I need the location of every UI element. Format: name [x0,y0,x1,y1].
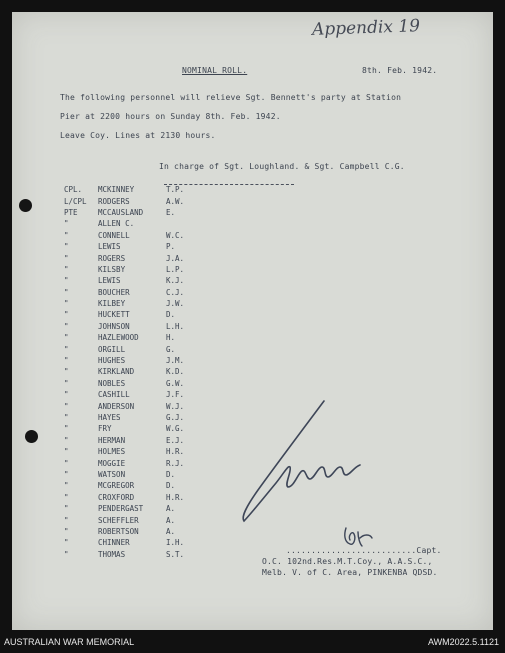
roster-rank: L/CPL [64,196,87,206]
roster-row [64,423,224,434]
roster-surname: FRY [98,424,112,434]
roster-surname: KILBEY [98,299,126,309]
roster-row [64,195,224,206]
roster-rank: " [64,344,69,354]
roster-rank: " [64,447,69,457]
roster-initials: J.F. [166,390,185,400]
roster-rank: " [64,538,69,548]
roster-initials: K.J. [166,276,185,286]
roster-row [64,252,224,263]
roster-rank: PTE [64,207,78,217]
roster-row [64,343,224,354]
roster-row [64,549,224,560]
roster-surname: KIRKLAND [98,367,135,377]
roster-initials: K.D. [166,367,185,377]
roster-rank: " [64,230,69,240]
roster-surname: NOBLES [98,378,126,388]
roster-surname: HUGHES [98,356,126,366]
roster-initials: W.J. [166,401,185,411]
roster-row [64,469,224,480]
roster-surname: WATSON [98,469,126,479]
roster-surname: SCHEFFLER [98,515,139,525]
roster-initials: W.C. [166,230,185,240]
roster-rank: " [64,333,69,343]
roster-rank: " [64,356,69,366]
roster-row [64,526,224,537]
roster-rank: " [64,526,69,536]
roster-rank: " [64,310,69,320]
roster-initials: G. [166,344,176,354]
roster-initials: E. [166,207,176,217]
roster-initials: S.T. [166,549,185,559]
roster-surname: MCGREGOR [98,481,135,491]
signature-unit-line: O.C. 102nd.Res.M.T.Coy., A.A.S.C., [262,557,433,566]
body-line-3: Leave Coy. Lines at 2130 hours. [60,131,216,140]
roster-rank: " [64,321,69,331]
roster-initials: I.H. [166,538,185,548]
roster-rank: " [64,219,69,229]
handwritten-signature [236,395,386,530]
roster-row [64,298,224,309]
roster-initials: G.J. [166,413,185,422]
roster-surname: MCCAUSLAND [98,207,144,217]
body-line-2: Pier at 2200 hours on Sunday 8th. Feb. 1942. [60,112,281,121]
roster-row [64,378,224,389]
roster-initials: D. [166,469,176,479]
roster-row [64,332,224,343]
roster-rank: " [64,401,69,411]
roster-row [64,514,224,525]
roster-initials: G.W. [166,378,185,388]
roster-initials: A. [166,526,176,536]
in-charge-line: In charge of Sgt. Loughland. & Sgt. Campbell C.G. [159,162,405,171]
roster-row [64,389,224,400]
roster-rank: CPL. [64,185,83,195]
roster-row [64,492,224,503]
roster-surname: LEWIS [98,242,121,252]
punch-hole-top [19,199,32,212]
roster-surname: ANDERSON [98,401,135,411]
roster-initials: P. [166,242,176,252]
roster-rank: " [64,413,69,422]
roster-rank: " [64,242,69,252]
roster-row [64,275,224,286]
roster-initials: J.A. [166,253,185,263]
roster-surname: MCKINNEY [98,185,135,195]
roster-initials: H.R. [166,447,185,457]
appendix-annotation: Appendix 19 [311,16,421,40]
roster-row [64,366,224,377]
roster-row [64,321,224,332]
roster-surname: MOGGIE [98,458,126,468]
punch-hole-bottom [25,430,38,443]
roster-row [64,435,224,446]
roster-initials: T.P. [166,185,185,195]
roster-surname: LEWIS [98,276,121,286]
roster-surname: ROBERTSON [98,526,139,536]
roster-surname: THOMAS [98,549,126,559]
roster-row [64,355,224,366]
roster-surname: HAYES [98,413,121,422]
roster-surname: CHINNER [98,538,130,548]
roster-row [64,207,224,218]
roster-surname: HOLMES [98,447,126,457]
signature-area-line: Melb. V. of C. Area, PINKENBA QDSD. [262,568,438,577]
roster-row [64,537,224,548]
roster-surname: HUCKETT [98,310,130,320]
roster-rank: " [64,378,69,388]
roster-surname: KILSBY [98,264,126,274]
roster-rank: " [64,367,69,377]
roster-row [64,264,224,275]
roster-surname: ROGERS [98,253,126,263]
roster-initials: D. [166,310,176,320]
roster-initials: J.W. [166,299,185,309]
roster-surname: RODGERS [98,196,130,206]
roster-row [64,218,224,229]
roster-rank: " [64,390,69,400]
roster-rank: " [64,276,69,286]
roster-surname: JOHNSON [98,321,130,331]
roster-row [64,241,224,252]
roster-row [64,230,224,241]
roster-surname: CASHILL [98,390,130,400]
roster-row [64,503,224,514]
roster-initials: E.J. [166,435,185,445]
roster-rank: " [64,287,69,297]
roster-surname: ORGILL [98,344,126,354]
body-line-1: The following personnel will relieve Sgt. Bennett's party at Station [60,93,402,102]
roster-initials: C.J. [166,287,185,297]
roster-surname: PENDERGAST [98,504,144,514]
footer-accession-number: AWM2022.5.1121 [427,637,499,647]
roster-surname: HAZLEWOOD [98,333,139,343]
roster-surname: CONNELL [98,230,130,240]
roster-rank: " [64,264,69,274]
roster-rank: " [64,481,69,491]
roster-rank: " [64,435,69,445]
roster-initials: A. [166,504,176,514]
roster-surname: ALLEN C. [98,219,135,229]
roster-initials: L.H. [166,321,185,331]
document-date: 8th. Feb. 1942. [362,66,438,75]
roster-initials: W.G. [166,424,185,434]
roster-row [64,287,224,298]
archive-footer [0,630,505,653]
roster-row [64,184,224,195]
roster-initials: A.W. [166,196,185,206]
roster-initials: R.J. [166,458,185,468]
roster-rank: " [64,492,69,502]
roster-rank: " [64,424,69,434]
roster-row [64,412,224,423]
roster-rank: " [64,515,69,525]
roster-rank: " [64,458,69,468]
roster-rank: " [64,299,69,309]
roster-initials: J.M. [166,356,185,366]
roster-row [64,400,224,411]
roster-row [64,480,224,491]
roster-row [64,309,224,320]
roster-surname: CROXFORD [98,492,135,502]
signature-dots-line: ..........................Capt. [286,546,442,555]
document-title: NOMINAL ROLL. [182,66,248,75]
roster-initials: D. [166,481,176,491]
roster-rank: " [64,469,69,479]
roster-row [64,446,224,457]
roster-initials: H.R. [166,492,185,502]
roster-initials: A. [166,515,176,525]
footer-archive-name: AUSTRALIAN WAR MEMORIAL [4,637,135,647]
roster-surname: BOUCHER [98,287,130,297]
roster-initials: L.P. [166,264,185,274]
roster-surname: HERMAN [98,435,126,445]
roster-rank: " [64,549,69,559]
roster-row [64,457,224,468]
roster-rank: " [64,253,69,263]
nominal-roll-list [64,184,224,560]
roster-rank: " [64,504,69,514]
roster-initials: H. [166,333,176,343]
